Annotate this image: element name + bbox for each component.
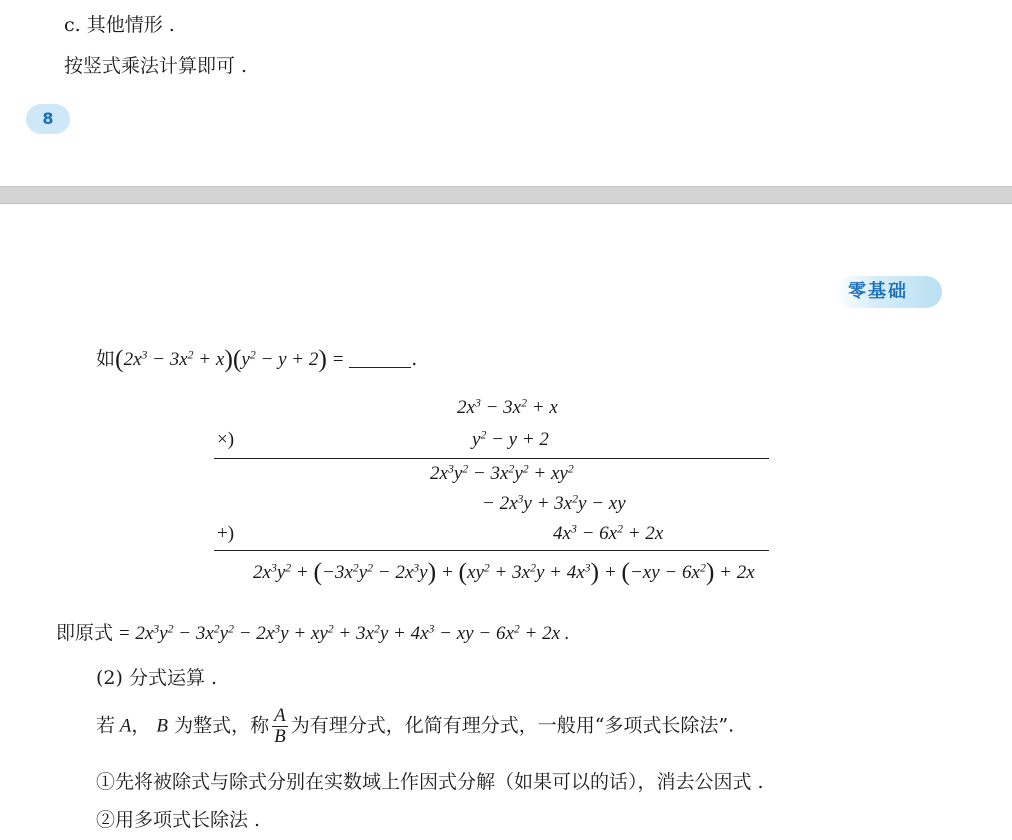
multiplicand-row: $2x^3 - 3x^2 + x$	[457, 396, 558, 418]
fraction-a-over-b: $\frac{A}{B}$	[274, 705, 286, 747]
result-line	[56, 618, 570, 645]
partial-product-1: $2x^3y^2 - 3x^2y^2 + xy^2$	[430, 462, 574, 484]
step-1: ①先将被除式与除式分别在实数域上作因式分解（如果可以的话），消去公因式 .	[96, 771, 764, 793]
example-prefix: 如	[96, 348, 116, 370]
times-sign: ×)	[217, 429, 235, 450]
partial-product-3: $4x^3 - 6x^2 + 2x$	[553, 522, 664, 544]
case-c-heading: c. 其他情形 .	[64, 14, 175, 36]
rule-line-1	[214, 458, 769, 459]
answer-blank	[349, 349, 411, 368]
page-number: 8	[26, 104, 70, 134]
section-title: (2) 分式运算 .	[96, 667, 218, 689]
result-prefix: 即原式	[56, 622, 114, 644]
definition-math: A	[115, 715, 132, 737]
multiplier-row: $y^2 - y + 2$	[472, 428, 549, 450]
result-expression: = $2x^3y^2 - 3x^2y^2 - 2x^3y + xy^2 + 3x^2y + 4x^3$ − xy − $6x^2 + 2x$ .	[113, 622, 570, 644]
definition-line: 若 A， B 为整式，称 $\frac{A}{B}$ 为有理分式，化简有理分式，一般用“多项式长除法”.	[96, 705, 735, 747]
example-expression: $(2x^3 - 3x^2 + x)(y^2 - y + 2)$ =	[115, 344, 350, 374]
example-suffix: .	[411, 348, 418, 370]
level-tag: 零基础	[836, 276, 942, 308]
plus-sign: +)	[217, 523, 235, 544]
rule-line-2	[214, 550, 769, 551]
sum-row: $2x^3y^2 + (-3x^2y^2 - 2x^3y) + (xy^2 + 3x^2y + 4x^3) + (-xy - 6x^2) + 2x$	[253, 557, 755, 586]
partial-product-2: − $2x^3y + 3x^2y$ − xy	[482, 492, 626, 514]
definition-end: 为有理分式，化简有理分式，一般用“多项式长除法”.	[290, 714, 735, 737]
definition-start: 若	[96, 714, 116, 737]
example-line	[96, 344, 417, 374]
case-c-text: 按竖式乘法计算即可 .	[64, 55, 248, 77]
page-separator	[0, 186, 1012, 204]
step-2: ②用多项式长除法 .	[96, 809, 261, 831]
